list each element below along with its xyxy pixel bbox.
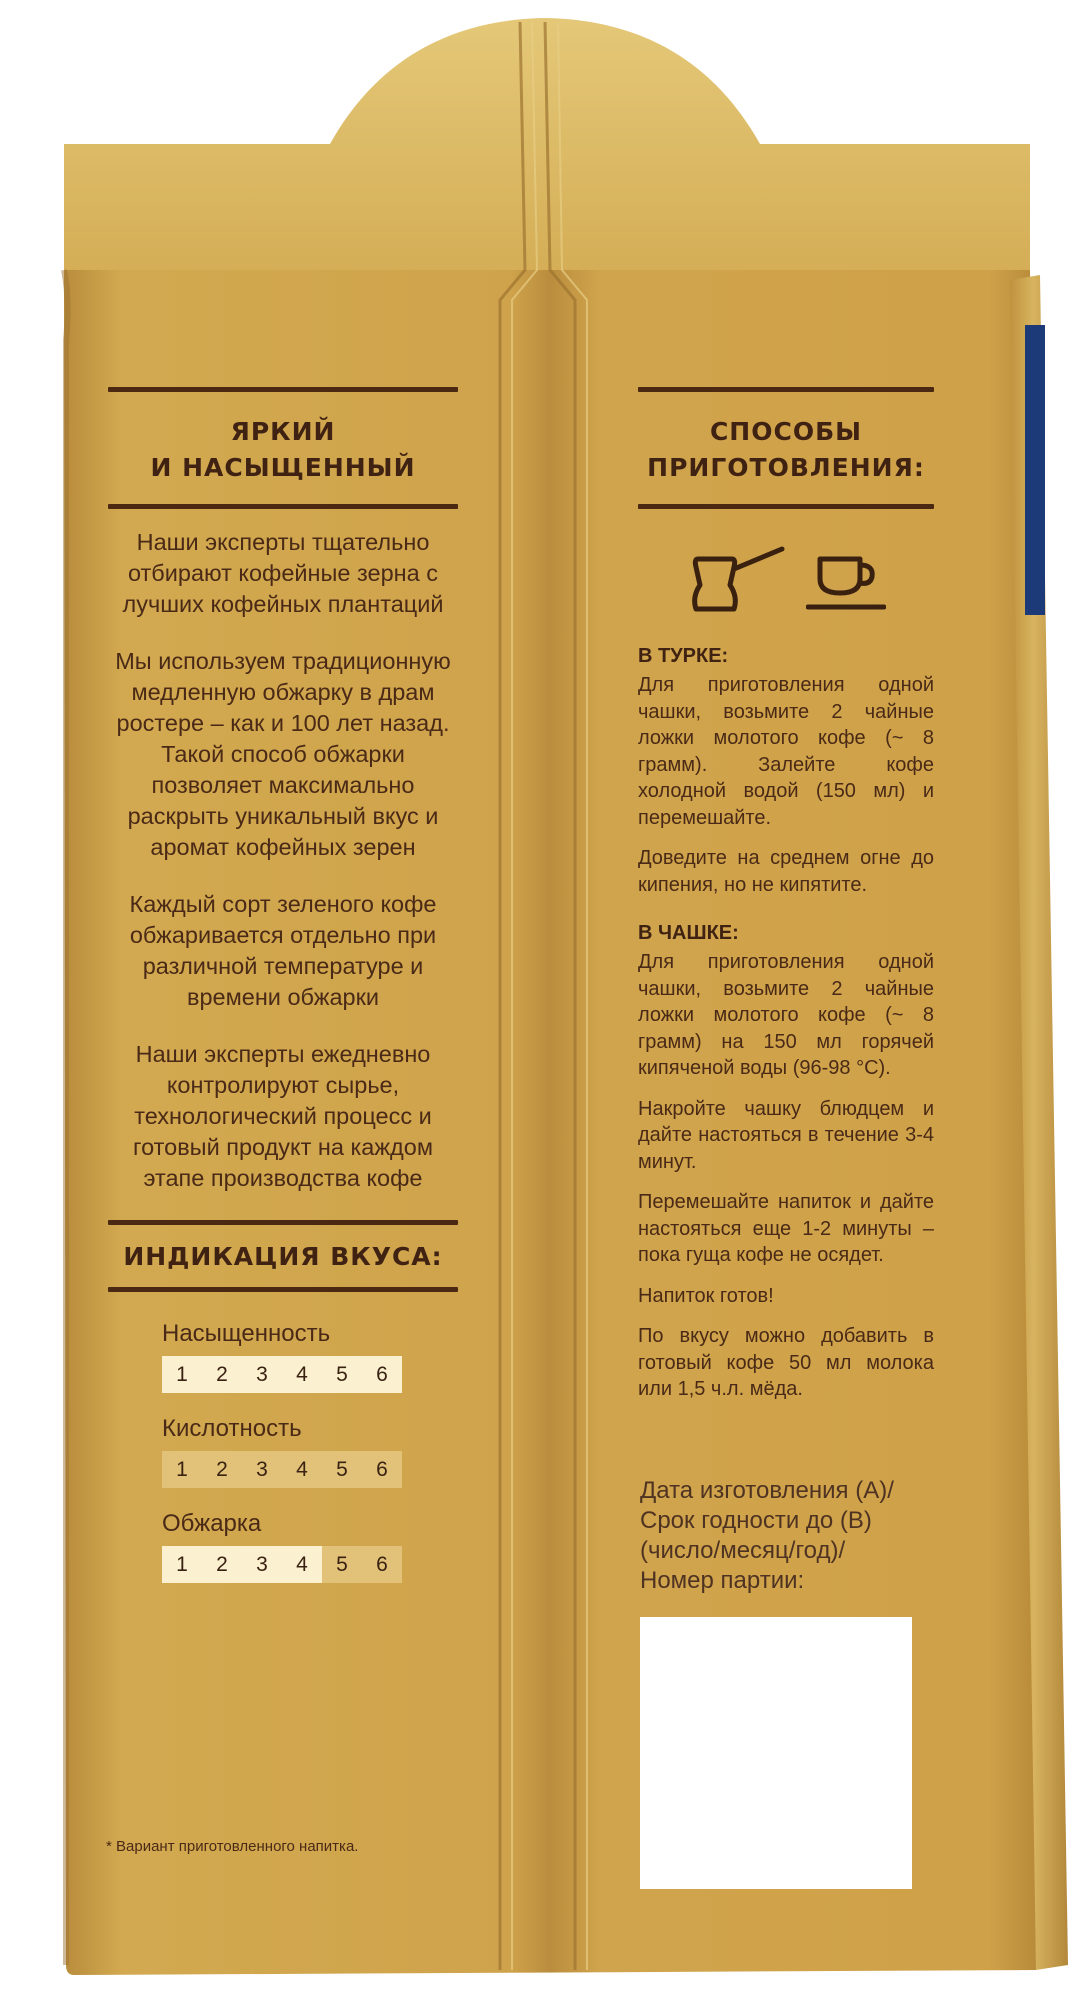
cup-icon	[806, 545, 886, 615]
footnote: * Вариант приготовленного напитка.	[106, 1838, 359, 1855]
title-rule-top	[108, 387, 458, 392]
scale-cell: 2	[202, 1356, 242, 1393]
taste-rule-top	[108, 1220, 458, 1225]
scale-bar	[162, 1546, 402, 1583]
description-paragraph: Наши эксперты ежедневно контролируют сырье, технологический процесс и готовый продукт на каждом этапе производства кофе	[133, 1041, 433, 1191]
cup-step: Для приготовления одной чашки, возьмите 2 чайные ложки молотого кофе (~ 8 грамм) на 150 мл горячей кипяченой воды (96-98 °C).	[638, 951, 934, 1079]
scale-cell: 6	[362, 1546, 402, 1583]
scale-cell: 1	[162, 1356, 202, 1393]
title-rule-bottom	[108, 504, 458, 509]
turka-step: Доведите на среднем огне до кипения, но не кипятите.	[638, 847, 934, 896]
date-line: (число/месяц/год)/	[640, 1537, 846, 1564]
brew-icons	[638, 545, 934, 615]
scale-cell: 5	[322, 1451, 362, 1488]
description	[108, 527, 458, 1194]
batch-code-box	[640, 1617, 912, 1889]
scale-cell: 4	[282, 1356, 322, 1393]
left-panel	[108, 387, 458, 1583]
cezve-icon	[686, 545, 786, 615]
scale-cell: 3	[242, 1546, 282, 1583]
description-paragraph: Наши эксперты тщательно отбирают кофейные зерна с лучших кофейных плантаций	[122, 529, 444, 617]
scale-cell: 4	[282, 1546, 322, 1583]
taste-title: ИНДИКАЦИЯ ВКУСА:	[123, 1242, 443, 1271]
cup-title: В ЧАШКЕ:	[638, 922, 739, 944]
scale-roast	[162, 1510, 458, 1583]
right-title-line-1: СПОСОБЫ	[709, 417, 863, 446]
scale-label: Кислотность	[162, 1415, 302, 1442]
scale-label: Обжарка	[162, 1510, 262, 1537]
left-title	[108, 414, 458, 486]
left-title-line-1: ЯРКИЙ	[230, 417, 336, 446]
scale-bar	[162, 1451, 402, 1488]
turka-step: Для приготовления одной чашки, возьмите 2 чайные ложки молотого кофе (~ 8 грамм). Залейте кофе холодной водой (150 мл) и перемешайте.	[638, 674, 934, 829]
scale-cell: 5	[322, 1546, 362, 1583]
right-panel	[638, 387, 934, 1417]
scale-label: Насыщенность	[162, 1320, 331, 1347]
cup-step: Накройте чашку блюдцем и дайте настояться в течение 3-4 минут.	[638, 1097, 934, 1173]
blue-side-stripe	[1025, 325, 1045, 615]
scale-cell: 2	[202, 1546, 242, 1583]
scale-cell: 1	[162, 1451, 202, 1488]
title-rule-top	[638, 387, 934, 392]
production-date-info	[640, 1476, 940, 1596]
right-title-line-2: ПРИГОТОВЛЕНИЯ:	[647, 453, 925, 482]
taste-rule-bottom	[108, 1287, 458, 1292]
cup-step: По вкусу можно добавить в готовый кофе 50 мл молока или 1,5 ч.л. мёда.	[638, 1325, 934, 1400]
scale-cell: 6	[362, 1451, 402, 1488]
scale-cell: 6	[362, 1356, 402, 1393]
scale-cell: 5	[322, 1356, 362, 1393]
scale-cell: 3	[242, 1451, 282, 1488]
scale-richness	[162, 1320, 458, 1393]
date-line: Дата изготовления (А)/	[640, 1477, 894, 1504]
title-rule-bottom	[638, 504, 934, 509]
turka-title: В ТУРКЕ:	[638, 645, 729, 667]
taste-scales	[162, 1320, 458, 1583]
description-paragraph: Мы используем традиционную медленную обжарку в драм ростере – как и 100 лет назад. Такой способ обжарки позволяет максимально раскрыть уникальный вкус и аромат кофейных зерен	[115, 648, 451, 860]
scale-cell: 2	[202, 1451, 242, 1488]
description-paragraph: Каждый сорт зеленого кофе обжаривается отдельно при различной температуре и времени обжарки	[129, 891, 437, 1010]
scale-cell: 3	[242, 1356, 282, 1393]
cup-step: Перемешайте напиток и дайте настояться еще 1-2 минуты – пока гуща кофе не осядет.	[638, 1191, 934, 1266]
date-line: Номер партии:	[640, 1567, 805, 1594]
date-line: Срок годности до (В)	[640, 1507, 872, 1534]
scale-cell: 4	[282, 1451, 322, 1488]
scale-bar	[162, 1356, 402, 1393]
scale-cell: 1	[162, 1546, 202, 1583]
left-title-line-2: И НАСЫЩЕННЫЙ	[150, 453, 416, 482]
cup-step: Напиток готов!	[638, 1284, 774, 1307]
scale-acidity	[162, 1415, 458, 1488]
right-title	[638, 414, 934, 486]
